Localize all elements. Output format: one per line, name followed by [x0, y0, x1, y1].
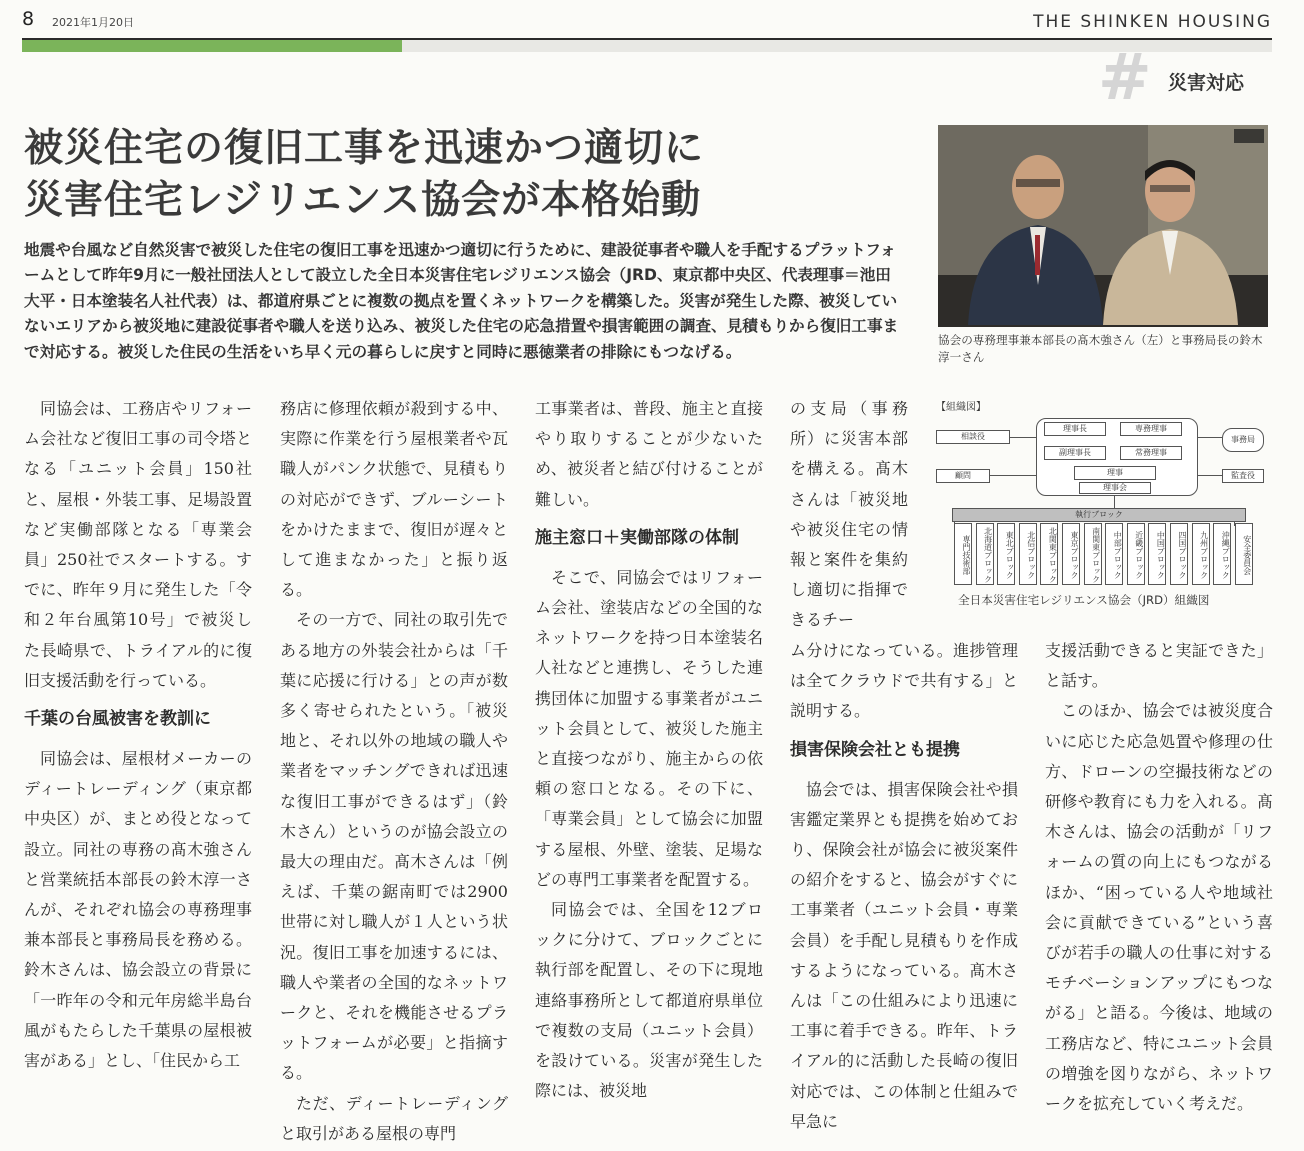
- connector: [1114, 494, 1115, 508]
- issue-date: 2021年1月20日: [52, 16, 134, 29]
- paragraph: そこで、同協会ではリフォーム会社、塗装店などの全国的なネットワークを持つ日本塗装名人社などと連携し、そうした連携団体に加盟する事業者がユニット会員として、被災した施主と直接つながり、施主からの依頼の窓口となる。その下に、「専業会員」として協会に加盟する屋根、外壁、塗装、足場などの専門工事業者を配置する。: [535, 567, 763, 889]
- org-block: 安全委員会: [1235, 523, 1253, 585]
- org-block: 東京ブロック: [1062, 523, 1080, 585]
- page-number: 8: [22, 8, 35, 30]
- headline-line-2: 災害住宅レジリエンス協会が本格始動: [24, 177, 702, 223]
- org-chart-title: 【組織図】: [936, 402, 986, 413]
- org-block: 東北ブロック: [997, 523, 1015, 585]
- org-box-jomu: 常務理事: [1120, 446, 1182, 460]
- paragraph: ム分けになっている。進捗管理は全てクラウドで共有する」と説明する。: [790, 641, 1018, 721]
- header-accent-bar: [22, 40, 402, 52]
- subheading-structure: 施主窓口＋実働部隊の体制: [535, 527, 739, 548]
- org-box-fuku: 副理事長: [1044, 446, 1106, 460]
- org-block: 九州ブロック: [1192, 523, 1210, 585]
- org-block: 四国ブロック: [1170, 523, 1188, 585]
- connector: [1196, 475, 1222, 476]
- org-block: 北海道ブロック: [976, 523, 994, 585]
- paragraph: 同協会では、全国を12ブロックに分けて、ブロックごとに執行部を配置し、その下に現地連絡事務所として都道府県単位で複数の支局（ユニット会員）を設けている。災害が発生した際には、被災地: [535, 900, 763, 1101]
- lede: 地震や台風など自然災害で被災した住宅の復旧工事を迅速かつ適切に行うために、建設従事者や職人を手配するプラットフォームとして昨年9月に一般社団法人として設立した全日本災害住宅レジリエンス協会（JRD、東京都中央区、代表理事＝池田大平・日本塗装名人社代表）は、都道府県ごとに複数の拠点を置くネットワークを構築した。災害が発生した際、被災していないエリアから被災地に建設従事者や職人を送り込み、被災した住宅の応急措置や損害範囲の調査、見積もりから復旧工事まで対応する。被災した住民の生活をいち早く元の暮らしに戻すと同時に悪徳業者の排除にもつなげる。: [24, 241, 899, 361]
- connector: [1196, 437, 1222, 438]
- subheading-insurance: 損害保険会社とも提携: [790, 739, 960, 760]
- org-box-rijicho: 理事長: [1044, 422, 1106, 436]
- hash-icon: #: [1098, 41, 1152, 115]
- org-box-kansa: 監査役: [1222, 469, 1264, 483]
- body-column-2: [280, 394, 508, 1149]
- masthead: THE SHINKEN HOUSING: [1033, 12, 1272, 32]
- org-chart-caption: 全日本災害住宅レジリエンス協会（JRD）組織図: [958, 593, 1210, 607]
- org-block: 中国ブロック: [1148, 523, 1166, 585]
- org-block: 南関東ブロック: [1084, 523, 1102, 585]
- photo-caption: 協会の専務理事兼本部長の髙木強さん（左）と事務局長の鈴木淳一さん: [938, 333, 1263, 364]
- subheading-chiba: 千葉の台風被害を教訓に: [24, 709, 211, 730]
- org-chart: [934, 398, 1266, 604]
- paragraph: その一方で、同社の取引先である地方の外装会社からは「千葉に応援に行ける」との声が数多く寄せられたという。「被災地と、それ以外の地域の職人や業者をマッチングできれば迅速な復旧工事ができるはず」（鈴木さん）というのが協会設立の最大の理由だ。髙木さんは「例えば、千葉の鋸南町では2900世帯に対し職人が１人という状況。復旧工事を加速するには、職人や業者の全国的なネットワークと、それを機能させるプラットフォームが必要」と指摘する。: [280, 610, 508, 1083]
- org-block: 中部ブロック: [1105, 523, 1123, 585]
- headline: [24, 122, 704, 226]
- body-column-4: [790, 636, 1018, 1137]
- connector: [1008, 437, 1036, 438]
- body-column-4-top: [790, 394, 908, 636]
- paragraph: 協会では、損害保険会社や損害鑑定業界とも提携を始めており、保険会社が協会に被災案件の紹介をすると、協会がすぐに工事業者（ユニット会員・専業会員）を手配し見積もりを作成するようになっている。髙木さんは「この仕組みにより迅速に工事に着手できる。昨年、トライアル的に活動した長崎の復旧対応では、この体制と仕組みで早急に: [790, 779, 1018, 1131]
- paragraph: 務店に修理依頼が殺到する中、実際に作業を行う屋根業者や瓦職人がパンク状態で、見積もりの対応ができず、ブルーシートをかけたままで、復旧が遅々として進まなかった」と振り返る。: [280, 399, 508, 600]
- org-block: 北関東ブロック: [1040, 523, 1058, 585]
- article-photo: [938, 125, 1268, 327]
- org-box-rijikai: 理事会: [1079, 482, 1151, 494]
- org-block: 近畿ブロック: [1127, 523, 1145, 585]
- org-box-sodan: 相談役: [936, 430, 1010, 444]
- paragraph: 同協会は、屋根材メーカーのディートレーディング（東京都中央区）が、まとめ役となって設立。同社の専務の髙木強さんと営業統括本部長の鈴木淳一さんが、それぞれ協会の専務理事兼本部長と事務局長を務める。鈴木さんは、協会設立の背景に「一昨年の令和元年房総半島台風がもたらした千葉県の屋根被害がある」とし、「住民から工: [24, 749, 252, 1071]
- paragraph: このほか、協会では被災度合いに応じた応急処置や修理の仕方、ドローンの空撮技術などの研修や教育にも力を入れる。髙木さんは、協会の活動が「リフォームの質の向上にもつながるほか、“困っている人や地域社会に貢献できている”という喜びが若手の職人の仕事に対するモチベーションアップにもつながる」と語る。今後は、地域の工務店など、特にユニット会員の増強を図りながら、ネットワークを拡充していく考えだ。: [1045, 701, 1273, 1114]
- org-block: 専門技術部: [954, 523, 972, 585]
- body-column-3: [535, 394, 763, 1106]
- paragraph: 工事業者は、普段、施主と直接やり取りすることが少ないため、被災者と結び付けることが難しい。: [535, 399, 763, 509]
- section-label: 災害対応: [1168, 72, 1245, 94]
- body-column-5: [1045, 636, 1273, 1119]
- paragraph: 支援活動できると実証できた」と話す。: [1045, 641, 1273, 691]
- headline-line-1: 被災住宅の復旧工事を迅速かつ適切に: [24, 125, 705, 171]
- photo-illustration: [938, 125, 1268, 327]
- org-box-komon: 顧問: [936, 469, 990, 483]
- org-block: 沖縄ブロック: [1213, 523, 1231, 585]
- org-box-shikko: 執行ブロック: [952, 508, 1246, 522]
- org-box-jimukyoku: 事務局: [1222, 428, 1264, 452]
- paragraph: ただ、ディートレーディングと取引がある屋根の専門: [280, 1093, 508, 1143]
- paragraph: の支局（事務所）に災害本部を構える。髙木さんは「被災地や被災住宅の情報と案件を集約し適切に指揮できるチー: [790, 399, 908, 630]
- paragraph: 同協会は、工務店やリフォーム会社など復旧工事の司令塔となる「ユニット会員」150社と、屋根・外装工事、足場設置など実働部隊となる「専業会員」250社でスタートする。すでに、昨年９月に発生した「令和２年台風第10号」で被災した長崎県で、トライアル的に復旧支援活動を行っている。: [24, 399, 252, 690]
- org-block: 北信ブロック: [1019, 523, 1037, 585]
- org-box-riji: 理事: [1074, 466, 1156, 480]
- connector: [988, 475, 1036, 476]
- body-column-1: [24, 394, 252, 1076]
- org-box-senmu: 専務理事: [1120, 422, 1182, 436]
